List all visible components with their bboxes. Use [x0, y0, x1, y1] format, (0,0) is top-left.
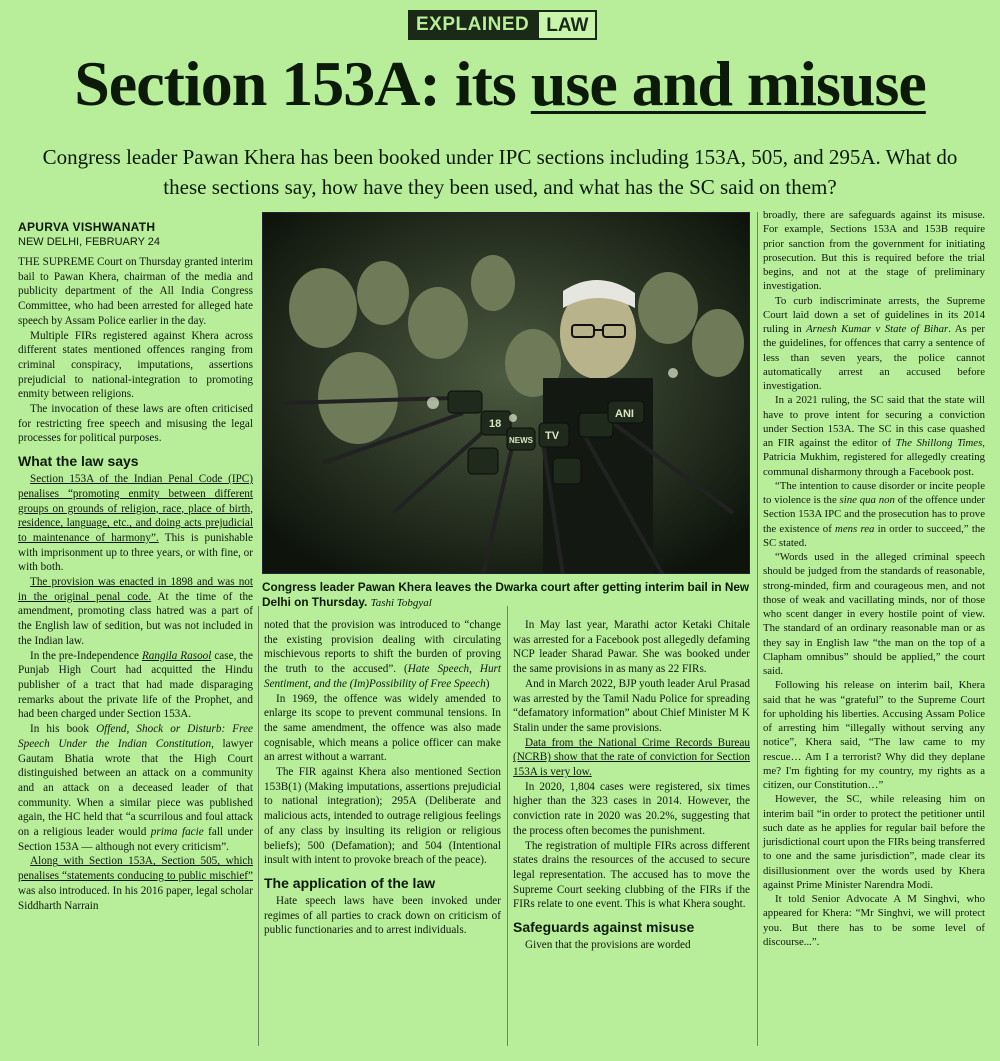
- photo-illustration: [263, 213, 750, 574]
- news-photo: [262, 212, 750, 574]
- subhead-what-the-law-says: What the law says: [18, 453, 139, 470]
- paragraph: The invocation of these laws are often criticised for restricting free speech and misusing the legal processes for political purposes.: [18, 403, 253, 445]
- text: In the pre-Independence: [30, 649, 142, 662]
- paragraph: Multiple FIRs registered against Khera across different states mentioned offences ranging from criminal conspiracy, imputations, assertions prejudicial to national-integration to promoting enmity between religions.: [18, 329, 253, 401]
- paragraph: [18, 854, 253, 913]
- mic-logo: TV: [545, 430, 560, 442]
- paragraph: [18, 722, 253, 854]
- underlined-text: The provision was enacted in 1898 and was not in the original penal code.: [18, 576, 253, 603]
- italic-term: prima facie: [150, 826, 204, 839]
- photo-credit: Tashi Tobgyal: [370, 597, 432, 609]
- text: noted that the provision was introduced to “change the existing provision dealing with circulating mischievous reports to shift the burden of proving the truth to the accused”. (: [264, 619, 501, 676]
- column-rule: [507, 606, 508, 1046]
- mic-logo: ANI: [615, 408, 634, 420]
- column-rule: [258, 606, 259, 1046]
- column-3: [513, 618, 750, 953]
- text: In his book: [30, 723, 97, 736]
- paragraph: [763, 393, 985, 479]
- paragraph: [18, 472, 253, 575]
- byline-author: APURVA VISHWANATH: [18, 220, 156, 234]
- underlined-text: Section 153A of the Indian Penal Code (IPC) penalises “promoting enmity between different groups on grounds of religion, race, place of birth, residence, language, etc., and doing acts prejudicial to maintenance of harmony”.: [18, 473, 253, 544]
- text: fall under Section 153A — although not every criticism”.: [18, 826, 253, 853]
- headline-part1: Section 153A: its: [74, 48, 531, 119]
- headline: [20, 44, 980, 124]
- paragraph: [18, 649, 253, 723]
- paragraph: [264, 618, 501, 692]
- paragraph: The FIR against Khera also mentioned Section 153B(1) (Making imputations, assertions prejudicial to national integration); 295A (Deliberate and malicious acts, intended to outrage religious feelings of any class by insulting its religion or religious beliefs); 500 (Defamation); and 504 (Intentional insult with intent to provoke breach of the peace).: [264, 766, 501, 867]
- paragraph: Hate speech laws have been invoked under regimes of all parties to crack down on criticism of public functionaries and to arrest individuals.: [264, 894, 501, 937]
- byline-dateline: NEW DELHI, FEBRUARY 24: [18, 236, 161, 248]
- underlined-text: Along with Section 153A, Section 505, which penalises “statements conducing to public mischief”: [18, 855, 253, 883]
- caption-text: Congress leader Pawan Khera leaves the Dwarka court after getting interim bail in New Delhi on Thursday.: [262, 580, 750, 609]
- text: At the time of the amendment, promoting class hatred was a part of the English law of sedition, but was not included in the Indian law.: [18, 590, 253, 647]
- paragraph: The registration of multiple FIRs across different states drains the resources of the accused to secure legal representation. The accused has to move the Supreme Court seeking clubbing of the FIRs if the FIRs relate to one event. This is what Khera sought.: [513, 839, 750, 911]
- standfirst: Congress leader Pawan Khera has been booked under IPC sections including 153A, 505, and 295A. What do these sections say, how have they been used, and what has the SC said on them?: [42, 145, 958, 199]
- case-name: Rangila Rasool: [141, 649, 212, 662]
- paragraph: “Words used in the alleged criminal speech should be judged from the standards of reasonable, strong-minded, firm and courageous men, and not those of weak and vacillating minds, nor of those who scent danger in every hostile point of view. The standard of an ordinary reasonable man or as they say in English law “the man on the top of a Clapham omnibus” should be applied,” the court said.: [763, 551, 985, 677]
- paragraph: And in March 2022, BJP youth leader Arul Prasad was arrested by the Tamil Nadu Police for spreading “defamatory information” about Chief Minister M K Stalin under the same provisions.: [513, 677, 750, 734]
- mic-logo: NEWS: [509, 436, 533, 445]
- text: , Patricia Mukhim, registered for allegedly creating communal disharmony through a Facebook post.: [763, 437, 985, 478]
- paragraph: However, the SC, while releasing him on interim bail “in order to protect the petitioner until such date as he applies for regular bail before the jurisdictional court upon the FIRs being transferred to one and the same jurisdiction”, made clear its disillusionment over the words used by Khera against Prime Minister Narendra Modi.: [763, 793, 985, 891]
- text: To curb indiscriminate arrests, the Supreme Court laid down a set of guidelines in its 2014 ruling in: [763, 294, 985, 335]
- paper-title: Hate Speech, Hurt Sentiment, and the (Im)Possibility of Free Speech: [264, 663, 502, 690]
- photo-caption: [262, 580, 750, 611]
- subhead-application-of-law: The application of the law: [264, 874, 436, 891]
- kicker-law: LAW: [537, 10, 597, 40]
- text: in order to succeed,” the SC stated.: [763, 522, 986, 549]
- text: “The intention to cause disorder or incite people to violence is the: [763, 479, 985, 506]
- paragraph: Following his release on interim bail, Khera said that he was “grateful” to the Supreme Court for upholding his liberties. Accusing Assam Police of arresting him “illegally without serving any notice”, Khera said, “The law came to my rescue… Am I a terrorist? Why did they deplane me? I'm fighting for my country, my rights as a citizen, our Constitution…”: [763, 679, 985, 791]
- subhead-safeguards: Safeguards against misuse: [513, 919, 695, 936]
- paragraph: Given that the provisions are worded: [525, 939, 691, 952]
- text: . As per the guidelines, for offences that carry a sentence of less than seven years, the police cannot automatically arrest an accused before investigation.: [763, 323, 985, 392]
- text: , lawyer Gautam Bhatia wrote that the High Court distinguished between an attack on a community and an attack on a deceased leader of that community. When a similar piece was published again, the HC held that “a scurrilous and foul attack on a religious leader would: [18, 737, 253, 839]
- column-2: [264, 618, 501, 938]
- column-1: [18, 220, 253, 913]
- text: This is punishable with imprisonment up to three years, or with fine, or with both.: [18, 531, 253, 574]
- column-4: [763, 208, 985, 949]
- text: of the offence under Section 153A IPC and the prosecution has to prove the existence of: [763, 494, 986, 535]
- case-name: Arnesh Kumar v State of Bihar: [806, 323, 949, 335]
- paragraph: In 1969, the offence was widely amended to enlarge its scope to prevent communal tensions. In the same amendment, the offence was also made cognisable, which means a police officer can make an arrest without a warrant.: [264, 692, 501, 764]
- mic-logo: 18: [489, 418, 502, 430]
- section-kicker: [408, 10, 597, 40]
- paragraph: THE SUPREME Court on Thursday granted interim bail to Pawan Khera, chairman of the media and publicity department of the All India Congress Committee, who had been arrested for alleged hate speech by Assam Police earlier in the day.: [18, 256, 253, 327]
- text: In a 2021 ruling, the SC said that the state will have to prove intent for securing a conviction under Section 153A. The SC in this case quashed an FIR against the editor of: [763, 394, 985, 449]
- column-rule: [757, 212, 758, 1046]
- paragraph: In May last year, Marathi actor Ketaki Chitale was arrested for a Facebook post allegedly defaming NCP leader Sharad Pawar. She was booked under the same provisions in as many as 22 FIRs.: [513, 619, 750, 676]
- publication-name: The Shillong Times: [895, 437, 983, 449]
- paragraph: In 2020, 1,804 cases were registered, six times higher than the 323 cases in 2014. However, the conviction rate in 2020 was 20.2%, suggesting that the process often becomes the punishment.: [513, 780, 750, 837]
- headline-part2: use and misuse: [530, 48, 926, 119]
- text: case, the Punjab High Court had acquitted the Hindu publisher of a tract that had made disparaging remarks about the private life of the Prophet, and had been charged under Section 153A.: [18, 649, 253, 721]
- text: ): [485, 677, 490, 690]
- book-title: Offend, Shock or Disturb: Free Speech Under the Indian Constitution: [18, 723, 253, 750]
- paragraph: [763, 294, 985, 394]
- text: was also introduced. In his 2016 paper, legal scholar Siddharth Narrain: [18, 884, 253, 912]
- paragraph: broadly, there are safeguards against its misuse. For example, Sections 153A and 153B require prior sanction from the government for initiating prosecution. But this is required before the trial begins, and not at the stage of preliminary investigation.: [763, 209, 985, 293]
- paragraph: [763, 479, 985, 550]
- italic-term: sine qua non: [839, 494, 895, 506]
- italic-term: mens rea: [835, 522, 875, 535]
- paragraph: [18, 575, 253, 649]
- paragraph: It told Senior Advocate A M Singhvi, who appeared for Khera: “Mr Singhvi, we will protect you. But there has to be some level of discourse...”.: [763, 893, 985, 948]
- kicker-explained: EXPLAINED: [408, 10, 537, 40]
- paragraph: Data from the National Crime Records Bureau (NCRB) show that the rate of conviction for Section 153A is very low.: [513, 736, 750, 779]
